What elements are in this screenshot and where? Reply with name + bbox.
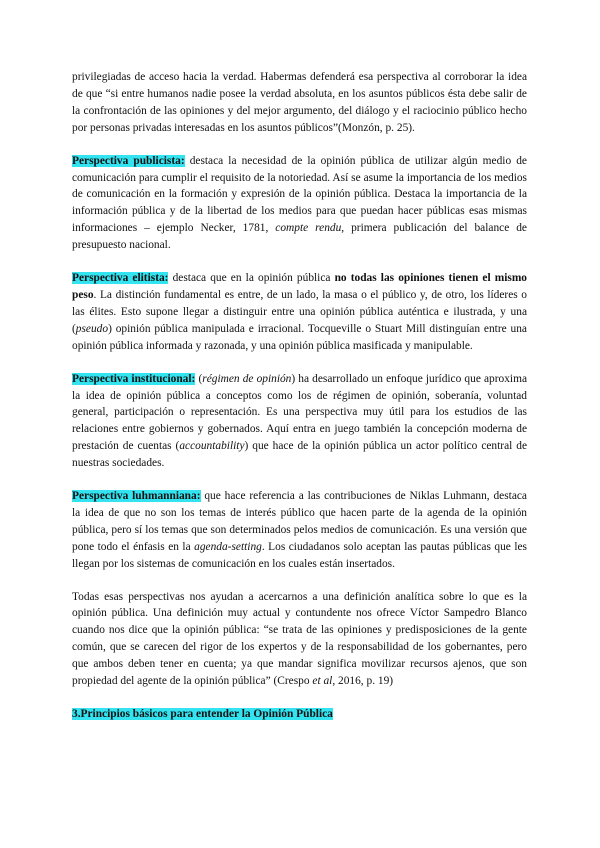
section-heading	[72, 706, 527, 723]
text-luhmanniana-2: . Los ciudadanos solo aceptan las pautas públicas que les llegan por los sistemas de comunicación en los cuales están insertados.	[72, 540, 527, 570]
title-publicista: Perspectiva publicista:	[72, 154, 185, 167]
title-luhmanniana: Perspectiva luhmanniana:	[72, 490, 201, 503]
section-heading-text: 3.Principios básicos para entender la Opinión Pública	[72, 708, 333, 720]
text-closing-1: Todas esas perspectivas nos ayudan a acercarnos a una definición analítica sobre lo que es la opinión pública. Una definición muy actual y contundente nos ofrece Víctor Sampedro Blanco cuando nos dice que la opinión pública: “se trata de las opiniones y predisposiciones de la gente común, que se carecen del rigor de los expertos y de la responsabilidad de los gobernantes, pero que ambos deben tener en cuenta; ya que mandar significa movilizar recursos ajenos, que son propiedad del agente de la opinión pública” (Crespo	[72, 590, 527, 688]
paragraph-luhmanniana	[72, 488, 527, 573]
text-institucional-3: ) que hace de la opinión pública un actor político central de nuestras sociedades.	[72, 440, 527, 470]
italic-compte-rendu: compte rendu	[275, 222, 342, 235]
text-institucional-1: (	[195, 372, 203, 385]
document-body	[72, 69, 527, 739]
title-institucional: Perspectiva institucional:	[72, 372, 196, 385]
paragraph-closing	[72, 589, 527, 690]
italic-regimen: régimen de opinión	[202, 372, 292, 385]
italic-et-al: et al	[312, 675, 333, 688]
text-luhmanniana-1: que hace referencia a las contribuciones de Niklas Luhmann, destaca la idea de que no son los temas de interés público que hacen parte de la agenda de la opinión pública, pero sí los temas que son determinados pelos medios de comunicación. Es una versión que pone todo el énfasis en la	[72, 490, 527, 553]
title-elitista: Perspectiva elitista:	[72, 272, 169, 285]
intro-text: privilegiadas de acceso hacia la verdad. Habermas defenderá esa perspectiva al corroborar la idea de que “si entre humanos nadie posee la verdad absoluta, en los asuntos públicos ésta debe salir de la confrontación de las opiniones y del mejor argumento, del diálogo y el raciocinio público hecho por personas privadas interesadas en los asuntos públicos”(Monzón, p. 25).	[72, 71, 527, 134]
text-closing-2: , 2016, p. 19)	[332, 675, 394, 688]
bold-mismo-peso: no todas las opiniones tienen el mismo peso	[72, 272, 528, 301]
paragraph-elitista	[72, 270, 527, 355]
paragraph-institucional	[72, 371, 527, 472]
italic-accountability: accountability	[179, 440, 245, 453]
intro-paragraph	[72, 69, 527, 137]
text-elitista-2: . La distinción fundamental es entre, de un lado, la masa o el público y, de otro, los líderes o las élites. Esto supone llegar a distinguir entre una opinión pública auténtica e ilustrada, y una (	[72, 288, 527, 335]
text-elitista-3: ) opinión pública manipulada e irracional. Tocqueville o Stuart Mill distinguían entre una opinión pública informada y razonada, y una opinión pública masificada y manipulable.	[72, 322, 527, 352]
text-elitista-1: destaca que en la opinión pública	[168, 272, 335, 285]
italic-pseudo: pseudo	[75, 322, 109, 335]
text-publicista-1: destaca la necesidad de la opinión pública de utilizar algún medio de comunicación para cumplir el requisito de la notoriedad. Así se asume la importancia de los medios de comunicación en la formación y expresión de la opinión pública. Destaca la importancia de la información pública y de la libertad de los medios para que puedan hacer públicas esas mismas informaciones – ejemplo Necker, 1781,	[72, 154, 527, 235]
paragraph-publicista	[72, 153, 527, 254]
text-publicista-2: , primera publicación del balance de presupuesto nacional.	[72, 222, 527, 252]
italic-agenda-setting: agenda-setting	[194, 540, 262, 553]
text-institucional-2: ) ha desarrollado un enfoque jurídico que aproxima la idea de opinión pública a conceptos como los de régimen de opinión, soberanía, voluntad general, participación o representación. Es una perspectiva muy útil para los estudios de las relaciones entre gobiernos y gobernados. Aquí entra en juego también la concepción moderna de prestación de cuentas (	[72, 372, 528, 453]
